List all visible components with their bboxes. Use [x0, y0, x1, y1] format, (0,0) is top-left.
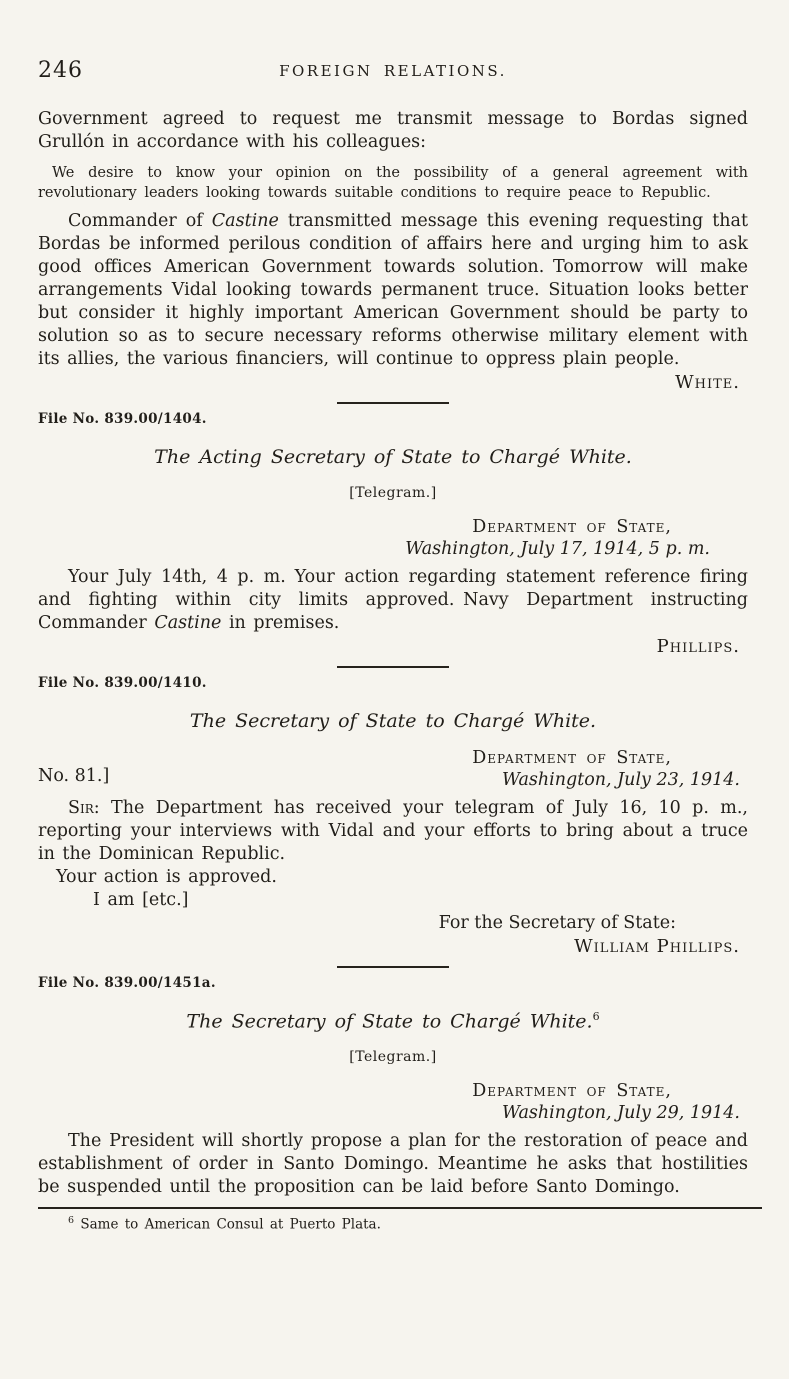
running-header [38, 58, 748, 84]
paragraph: Government agreed to request me transmit message to Bordas signed Grullón in accordance with his colleagues: [38, 109, 748, 152]
document-heading: The Acting Secretary of State to Chargé White. [154, 446, 632, 468]
telegram-label: [Telegram.] [349, 485, 437, 501]
ship-name: Castine [154, 613, 222, 633]
section-continuation-white-telegram [38, 108, 748, 393]
file-number: File No. 839.00/1410. [38, 675, 207, 691]
page-number: 246 [38, 58, 83, 83]
section-telegram-1451a [38, 975, 748, 1199]
dateline-department: Department of State, [472, 517, 672, 537]
footnote-reference: 6 [592, 1010, 600, 1023]
footnote [38, 1207, 762, 1233]
document-number-row [38, 748, 748, 791]
section-divider [337, 966, 449, 968]
signature: White. [675, 372, 740, 393]
paragraph: The President will shortly propose a plan for the restoration of peace and establishment of order in Santo Domingo. Meantime he asks that hostilities be suspended until the proposition can be laid before Santo Domingo. [38, 1131, 748, 1198]
quoted-message: We desire to know your opinion on the possibility of a general agreement with revolutionary leaders looking towards suitable conditions to require peace to Republic. [38, 165, 748, 201]
section-letter-1410 [38, 675, 748, 957]
paragraph: I am [etc.] [93, 890, 189, 910]
section-telegram-1404 [38, 411, 748, 657]
paragraph: Sir: The Department has received your telegram of July 16, 10 p. m., reporting your interviews with Vidal and your efforts to bring about a truce in the Dominican Republic. [38, 798, 748, 864]
dateline-department: Department of State, [472, 1081, 672, 1102]
telegram-label: [Telegram.] [349, 1049, 437, 1066]
running-title: FOREIGN RELATIONS. [279, 62, 507, 80]
signature: William Phillips. [574, 936, 740, 957]
dateline-department: Department of State, [472, 748, 672, 768]
dateline [38, 517, 748, 560]
closing-line: For the Secretary of State: [438, 913, 676, 933]
footnote-marker: 6 [68, 1215, 75, 1227]
section-divider [337, 402, 449, 404]
file-number: File No. 839.00/1404. [38, 411, 207, 427]
document-number: No. 81.] [38, 766, 110, 786]
dateline-place-date: Washington, July 23, 1914. [501, 770, 740, 790]
section-divider [337, 666, 449, 668]
file-number: File No. 839.00/1451a. [38, 975, 216, 991]
dateline-place-date: Washington, July 29, 1914. [501, 1103, 740, 1124]
dateline-place-date: Washington, July 17, 1914, 5 p. m. [405, 539, 710, 559]
document-heading: The Secretary of State to Chargé White. [189, 710, 597, 732]
dateline [38, 1081, 748, 1124]
salutation: Sir [68, 798, 94, 818]
ship-name: Castine [211, 211, 279, 231]
paragraph: Your action is approved. [56, 867, 277, 887]
footnote-text: $^6$ Same to American Consul at Puerto Plata. [68, 1215, 381, 1233]
signature: Phillips. [656, 636, 740, 657]
paragraph: Commander of Castine transmitted message this evening requesting that Bordas be informed perilous condition of affairs here and urging him to ask good offices American Government towards solution. Tomorrow will make arrangements Vidal looking towards permanent truce. Situation looks better but consider it highly important American Government should be party to solution so as to secure necessary reforms otherwise military element with its allies, the various financiers, will continue to oppress plain people. [38, 211, 748, 369]
document-heading: The Secretary of State to Chargé White.$^6$ [186, 1010, 600, 1033]
paragraph: Your July 14th, 4 p. m. Your action regarding statement reference firing and fighting within city limits approved. Navy Department instructing Commander Castine in premises. [38, 567, 748, 633]
dateline [38, 748, 748, 791]
